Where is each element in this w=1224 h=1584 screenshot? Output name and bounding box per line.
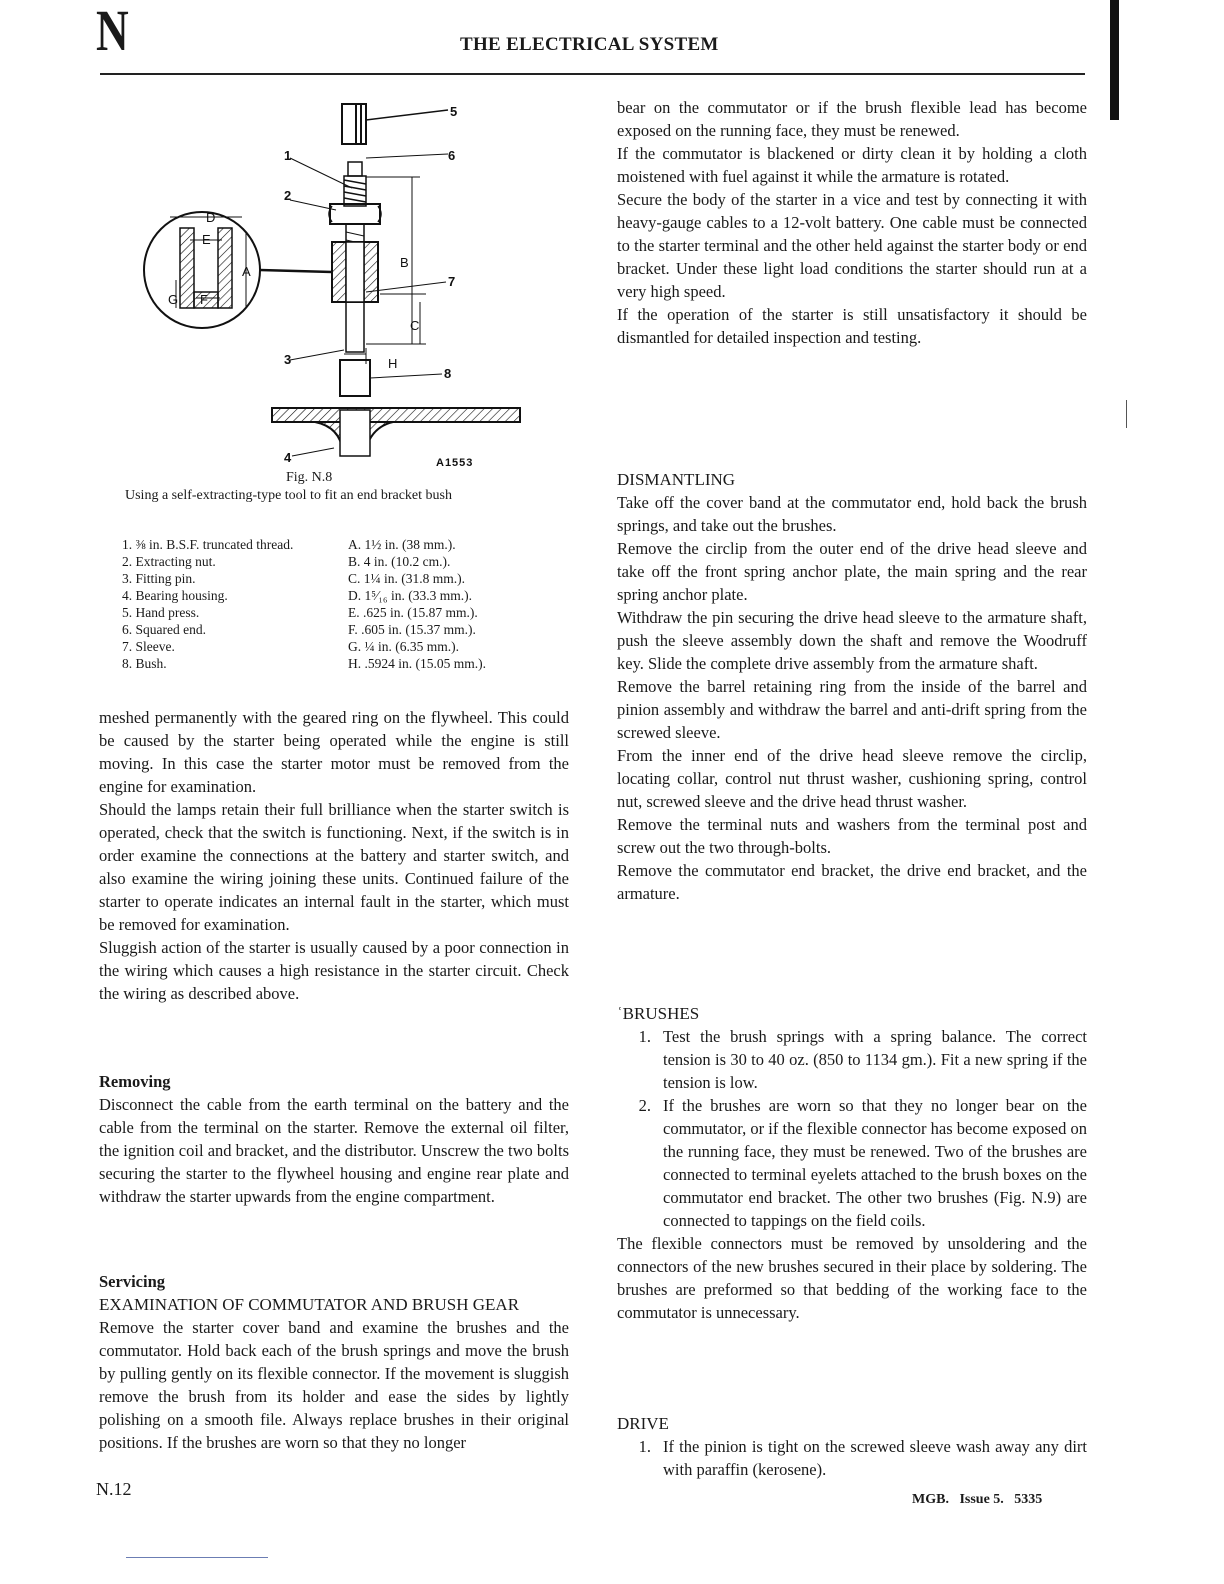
figure-number: Fig. N.8 [286,470,333,485]
label-1: 1 [284,148,292,163]
label-6: 6 [448,148,456,163]
body-paragraph: Should the lamps retain their full brilliance when the starter switch is operated, check that the switch is functioning. Next, if the switch is in order examine the connections at the battery and starter switch, and also examine the wiring joining these units. Continued failure of the starter to operate indicates an internal fault in the starter, which must be removed for examination. [99,800,569,934]
body-paragraph: Remove the terminal nuts and washers from the terminal post and screw out the two through-bolts. [617,815,1087,857]
body-paragraph: If the commutator is blackened or dirty clean it by holding a cloth moistened with fuel against it while the armature is rotated. [617,144,1087,186]
dismantling-section [617,468,1087,905]
label-B: B [400,255,409,270]
footer-line [126,1557,268,1558]
removing-heading: Removing [99,1072,171,1091]
body-paragraph: Sluggish action of the starter is usually caused by a poor connection in the wiring which causes a high resistance in the starter circuit. Check the wiring as described above. [99,938,569,1003]
body-paragraph: If the operation of the starter is still unsatisfactory it should be dismantled for detailed inspection and testing. [617,305,1087,347]
servicing-section [99,1270,569,1454]
label-4: 4 [284,450,292,465]
legend-row: 6. Squared end. F. .605 in. (15.37 mm.). [122,622,476,637]
body-paragraph: bear on the commutator or if the brush flexible lead has become exposed on the running face, they must be renewed. [617,98,1087,140]
body-paragraph: Remove the barrel retaining ring from the inside of the barrel and pinion assembly and withdraw the barrel and anti-drift spring from the screwed sleeve. [617,677,1087,742]
list-item: 2. If the brushes are worn so that they no longer bear on the commutator, or if the flexible connector has become exposed on the running face, they must be renewed. Two of the brushes are connected to terminal eyelets attached to the brush boxes on the commutator end bracket. The other two brushes (Fig. N.9) are connected to tappings on the field coils. [638,1096,1087,1230]
body-paragraph: meshed permanently with the geared ring on the flywheel. This could be caused by the starter being operated while the engine is still moving. In this case the starter motor must be removed from the engine for examination. [99,708,569,796]
left-body-top [99,706,569,1005]
label-G: G [168,292,179,307]
drive-section [617,1412,1087,1481]
detail-inset [144,212,332,328]
label-2: 2 [284,188,292,203]
label-8: 8 [444,366,452,381]
examination-heading: EXAMINATION OF COMMUTATOR AND BRUSH GEAR [99,1295,520,1314]
legend-row: 8. Bush. H. .5924 in. (15.05 mm.). [122,656,486,671]
label-7: 7 [448,274,456,289]
body-paragraph: The flexible connectors must be removed by unsoldering and the connectors of the new brushes secured in their place by soldering. The brushes are preformed so that bedding of the working face to the commutator is unnecessary. [617,1234,1087,1322]
body-paragraph: Remove the starter cover band and examine the brushes and the commutator. Hold back each of the brush springs and move the brush by pulling gently on its flexible connector. If the movement is sluggish remove the brush from its holder and ease the sides by lightly polishing on a smooth file. Always replace brushes in their original positions. If the brushes are worn so that they no longer [99,1318,569,1452]
section-letter: N [96,0,129,63]
dismantling-heading: DISMANTLING [617,470,736,489]
label-C: C [410,318,420,333]
label-H: H [388,356,398,371]
drive-heading: DRIVE [617,1414,669,1433]
figure-legend [122,536,486,672]
label-A: A [242,264,251,279]
page-edge-mark [1110,0,1119,120]
page-number: N.12 [96,1479,132,1499]
list-item: 1. Test the brush springs with a spring balance. The correct tension is 30 to 40 oz. (850 to 1134 gm.). Fit a new spring if the tension is low. [638,1027,1087,1092]
page-title: THE ELECTRICAL SYSTEM [460,34,719,55]
servicing-heading: Servicing [99,1272,165,1291]
figure-code: A1553 [436,457,474,469]
label-E: E [202,232,211,247]
label-D: D [206,210,216,225]
label-5: 5 [450,104,458,119]
body-paragraph: Remove the commutator end bracket, the drive end bracket, and the armature. [617,861,1087,903]
body-paragraph: Take off the cover band at the commutator end, hold back the brush springs, and take out the brushes. [617,493,1087,535]
body-paragraph: Secure the body of the starter in a vice and test by connecting it with heavy-gauge cables to a 12-volt battery. One cable must be connected to the starter terminal and the other held against the starter body or end bracket. Under these light load conditions the starter should run at a very high speed. [617,190,1087,301]
brushes-section [617,1002,1087,1324]
drive-list [617,1435,1087,1481]
brushes-heading: ʿBRUSHES [617,1004,700,1023]
legend-row: 4. Bearing housing. D. 1⁵⁄₁₆ in. (33.3 mm.). [122,588,472,603]
legend-row: 5. Hand press. E. .625 in. (15.87 mm.). [122,605,478,620]
list-item: 1. If the pinion is tight on the screwed sleeve wash away any dirt with paraffin (kerosene). [638,1437,1087,1479]
legend-row: 7. Sleeve. G. ¼ in. (6.35 mm.). [122,639,459,654]
legend-row: 1. ⅜ in. B.S.F. truncated thread. A. 1½ in. (38 mm.). [122,537,456,552]
header-rule [100,73,1085,75]
right-body-top [617,96,1087,349]
brushes-list [617,1025,1087,1232]
label-F: F [200,292,208,307]
body-paragraph: Withdraw the pin securing the drive head sleeve to the armature shaft, push the sleeve assembly down the shaft and remove the Woodruff key. Slide the complete drive assembly from the armature shaft. [617,608,1087,673]
figure-caption: Using a self-extracting-type tool to fit an end bracket bush [125,488,452,503]
body-paragraph: From the inner end of the drive head sleeve remove the circlip, locating collar, control nut thrust washer, cushioning spring, control nut, screwed sleeve and the drive head thrust washer. [617,746,1087,811]
body-paragraph: Disconnect the cable from the earth terminal on the battery and the cable from the terminal on the starter. Remove the external oil filter, the ignition coil and bracket, and the distributor. Unscrew the two bolts securing the starter to the flywheel housing and engine rear plate and withdraw the starter upwards from the engine compartment. [99,1095,569,1206]
body-paragraph: Remove the circlip from the outer end of the drive head sleeve and take off the front spring anchor plate, the main spring and the rear spring anchor plate. [617,539,1087,604]
page-edge-line [1126,400,1127,428]
hand-press-part [342,104,366,144]
bush-part [340,360,370,396]
legend-row: 2. Extracting nut. B. 4 in. (10.2 cm.). [122,554,451,569]
label-3: 3 [284,352,292,367]
figure-diagram [130,92,530,472]
removing-section [99,1070,569,1208]
issue-info: MGB. Issue 5. 5335 [912,1492,1043,1507]
legend-row: 3. Fitting pin. C. 1¼ in. (31.8 mm.). [122,571,465,586]
bearing-housing-part [272,408,520,456]
